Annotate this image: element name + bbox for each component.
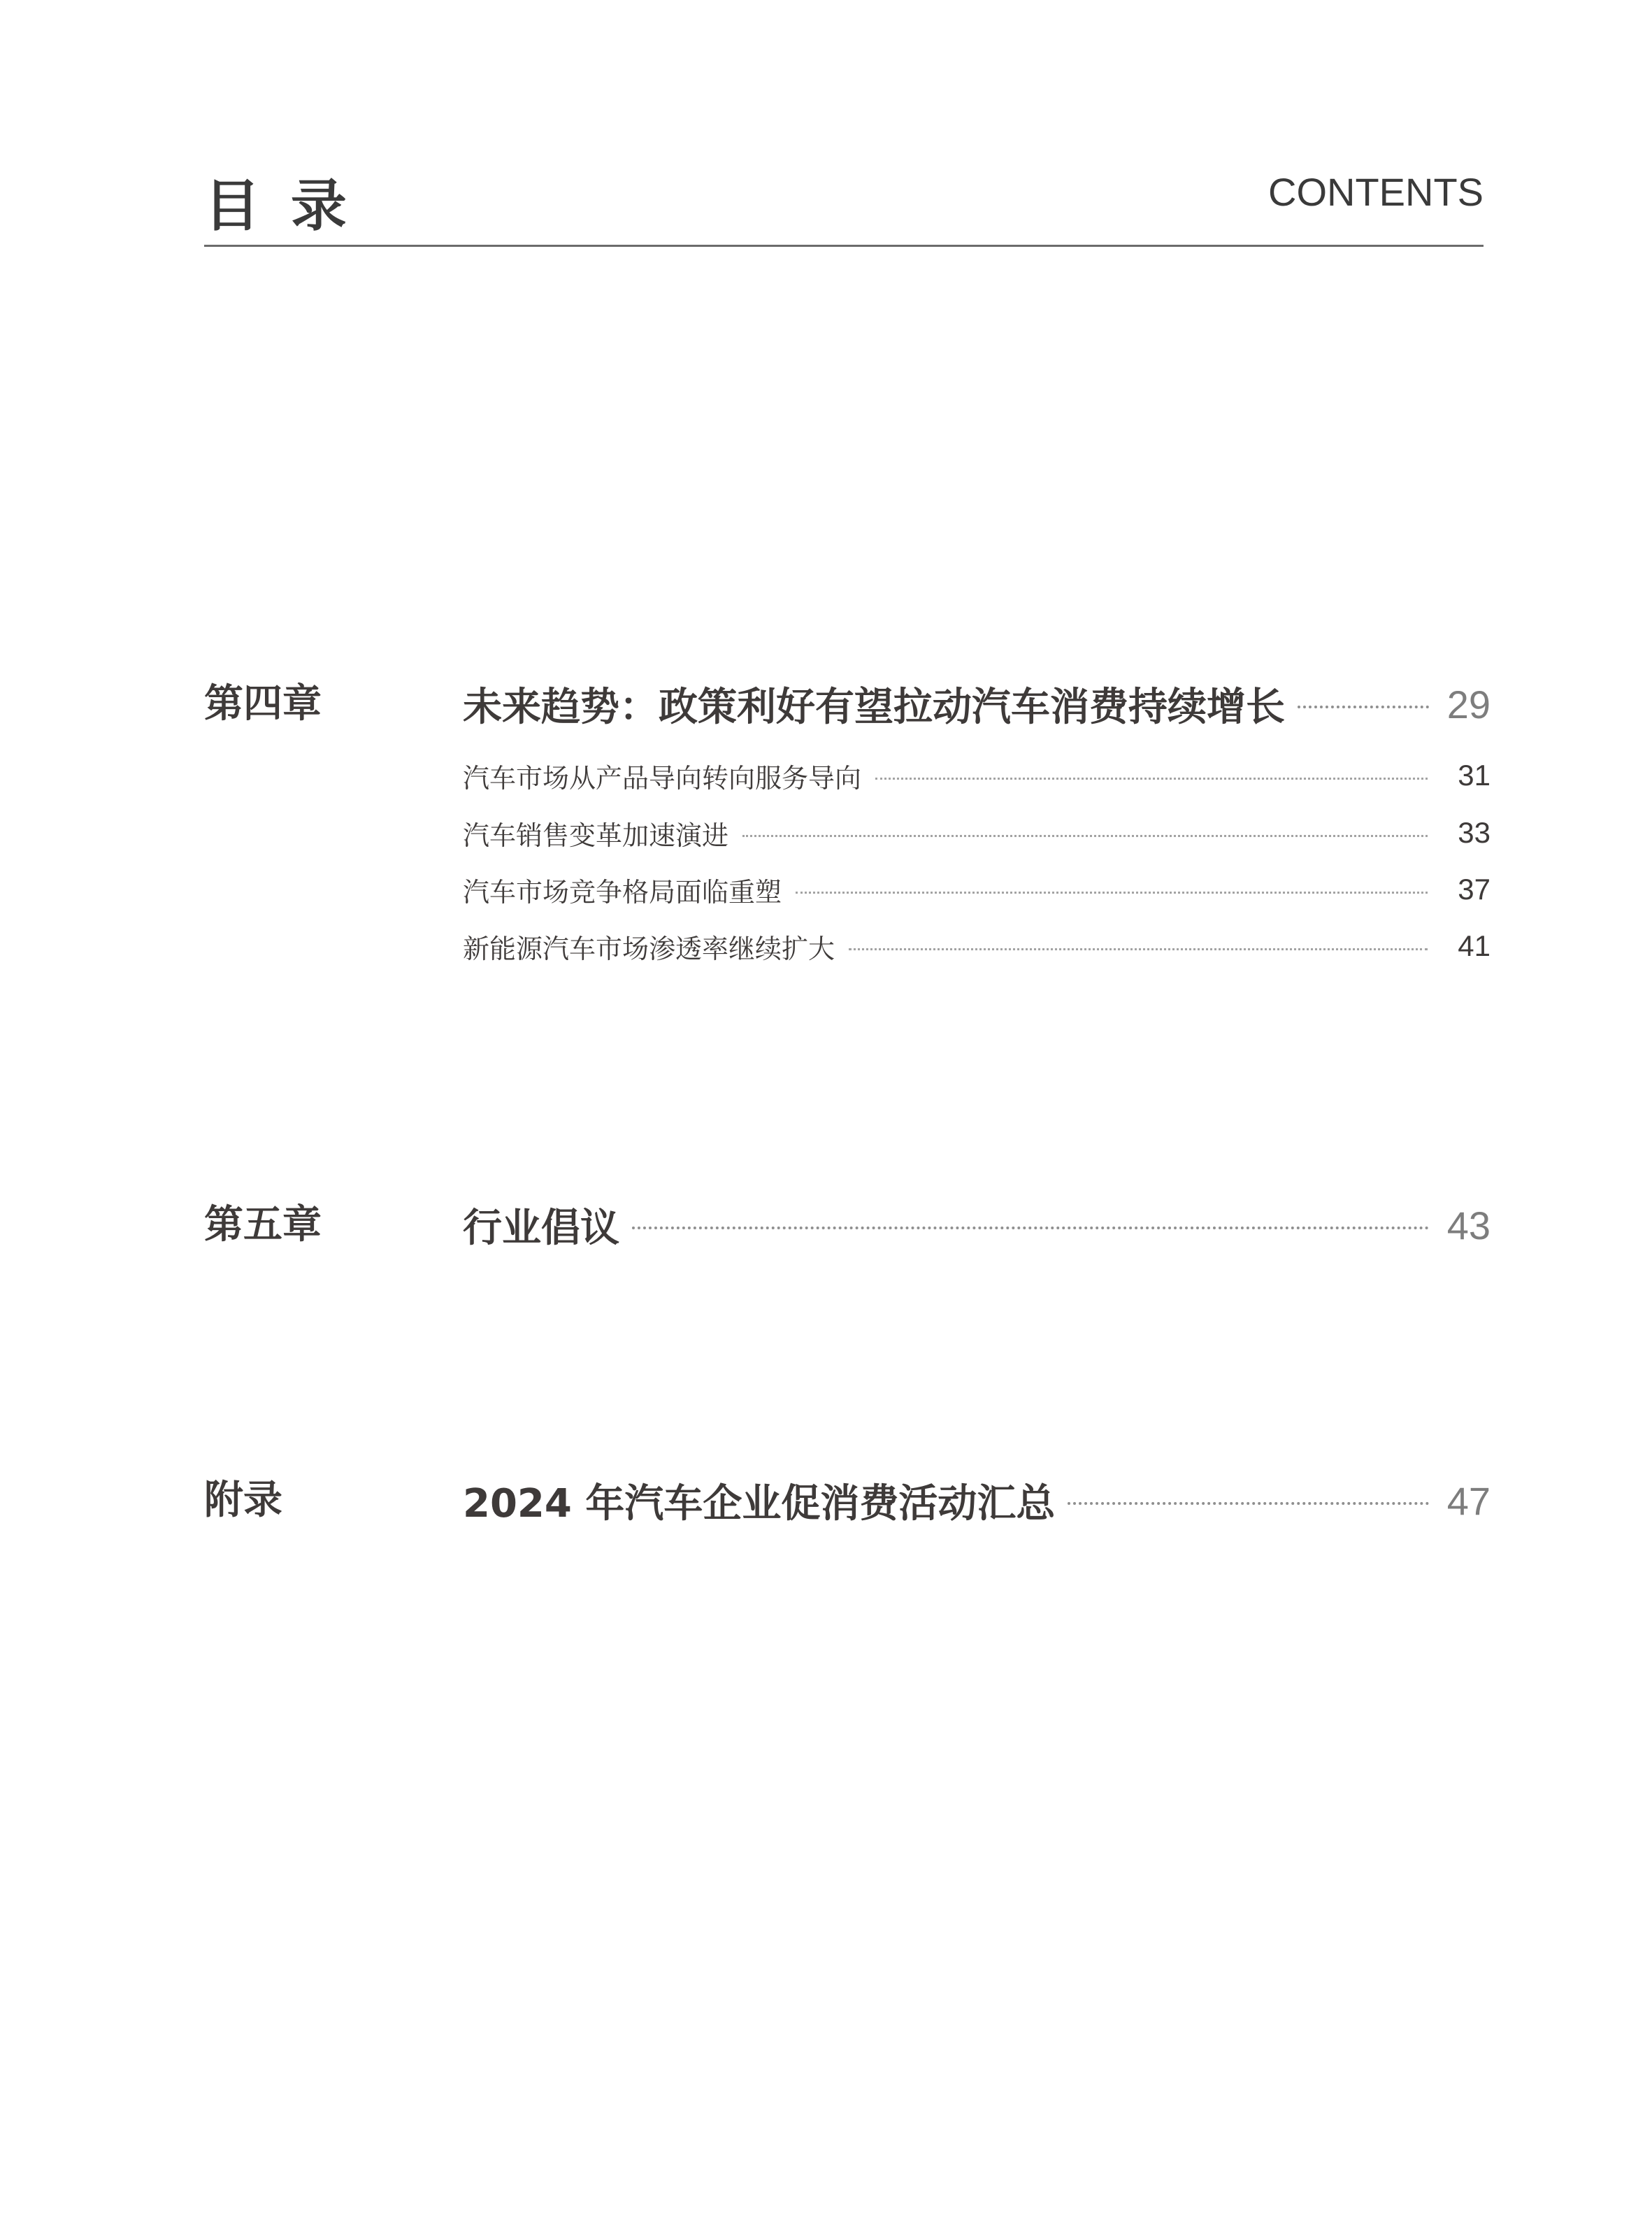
- subsection-entry[interactable]: [463, 869, 1491, 910]
- toc-header: [204, 154, 1484, 247]
- dot-leader: [875, 778, 1428, 780]
- page-number: 37: [1458, 873, 1491, 906]
- dot-leader: [632, 1227, 1429, 1229]
- chapter-entry[interactable]: [463, 1473, 1491, 1529]
- page-number: 29: [1446, 682, 1491, 727]
- chapter-title: 未来趋势：政策利好有望拉动汽车消费持续增长: [463, 685, 1285, 730]
- chapter-entry[interactable]: [463, 676, 1491, 732]
- dot-leader: [1298, 706, 1429, 708]
- subsection-title: 汽车销售变革加速演进: [463, 820, 729, 851]
- page-title: 目 录: [204, 173, 352, 238]
- page-title-english: CONTENTS: [1268, 170, 1484, 214]
- chapter-entry[interactable]: [463, 1197, 1491, 1253]
- dot-leader: [796, 892, 1428, 894]
- subsection-title: 汽车市场从产品导向转向服务导向: [463, 762, 862, 794]
- page-number: 33: [1458, 816, 1491, 849]
- dot-leader: [1068, 1502, 1429, 1505]
- subsection-title: 新能源汽车市场渗透率继续扩大: [463, 933, 835, 964]
- chapter-label: 第四章: [204, 681, 322, 727]
- page-number: 43: [1446, 1203, 1491, 1248]
- subsection-entry[interactable]: [463, 755, 1491, 796]
- chapter-label: 附录: [204, 1478, 282, 1523]
- page-number: 47: [1446, 1478, 1491, 1523]
- chapter-title: 行业倡议: [463, 1206, 619, 1251]
- subsection-entry[interactable]: [463, 925, 1491, 967]
- subsection-entry[interactable]: [463, 812, 1491, 854]
- dot-leader: [849, 948, 1428, 950]
- dot-leader: [742, 835, 1428, 837]
- chapter-title: 2024 年汽车企业促消费活动汇总: [463, 1481, 1056, 1527]
- subsection-title: 汽车市场竞争格局面临重塑: [463, 876, 782, 908]
- page-number: 41: [1458, 929, 1491, 962]
- chapter-label: 第五章: [204, 1202, 322, 1248]
- page-number: 31: [1458, 759, 1491, 792]
